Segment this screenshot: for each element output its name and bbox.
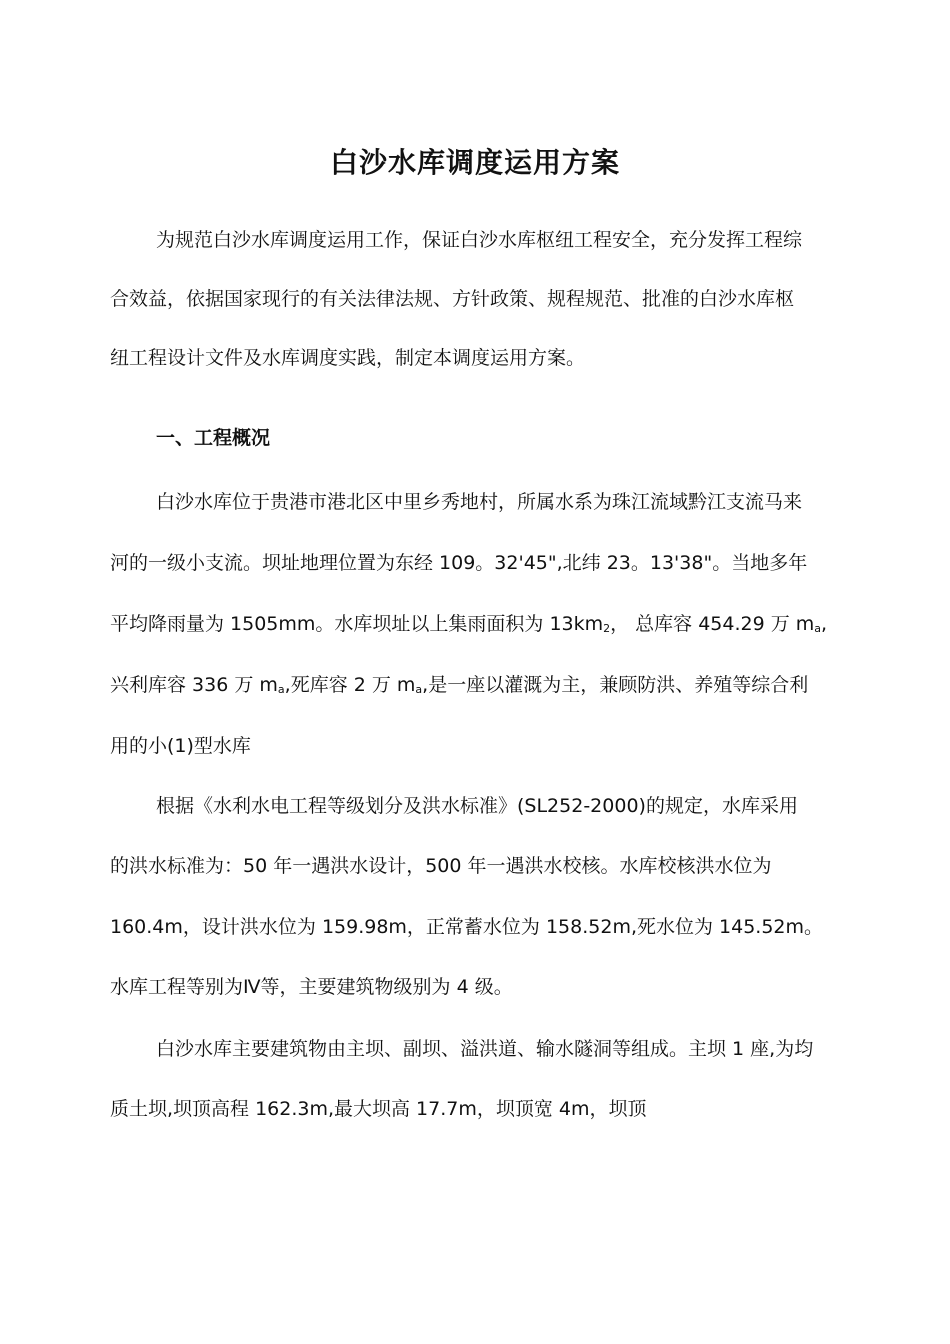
p3-line-1: 白沙水库主要建筑物由主坝、副坝、溢洪道、输水隧洞等组成。主坝 1 座,为均	[156, 1038, 814, 1060]
document-title: 白沙水库调度运用方案	[329, 146, 620, 179]
p1-line-4: 兴利库容 336 万 $m_a$,死库容 2 万 $m_a$,是一座以灌溉为主，兼顾防洪、养殖等综合利	[110, 674, 809, 696]
intro-line-2: 合效益，依据国家现行的有关法律法规、方针政策、规程规范、批准的白沙水库枢	[110, 288, 795, 310]
section-heading-overview: 一、工程概况	[156, 427, 271, 449]
p2-line-1: 根据《水利水电工程等级划分及洪水标准》(SL252-2000)的规定，水库采用	[156, 795, 798, 817]
p1-line-3: 平均降雨量为 1505mm。水库坝址以上集雨面积为 $13km_2$， 总库容 454.29 万 $m_a$,	[110, 613, 828, 635]
p1-line-1: 白沙水库位于贵港市港北区中里乡秀地村，所属水系为珠江流域黔江支流马来	[156, 491, 803, 513]
p2-line-2: 的洪水标准为：50 年一遇洪水设计，500 年一遇洪水校核。水库校核洪水位为	[110, 855, 772, 877]
p3-line-2: 质土坝,坝顶高程 162.3m,最大坝高 17.7m，坝顶宽 4m，坝顶	[110, 1098, 647, 1120]
intro-line-1: 为规范白沙水库调度运用工作，保证白沙水库枢纽工程安全，充分发挥工程综	[156, 229, 803, 251]
p2-line-4: 水库工程等别为Ⅳ等，主要建筑物级别为 4 级。	[110, 976, 513, 998]
intro-line-3: 纽工程设计文件及水库调度实践，制定本调度运用方案。	[110, 347, 586, 369]
p1-line-2: 河的一级小支流。坝址地理位置为东经 109。32'45",北纬 23。13'38"。当地多年	[110, 552, 808, 574]
p2-line-3: 160.4m，设计洪水位为 159.98m，正常蓄水位为 158.52m,死水位为 145.52m。	[110, 916, 824, 938]
p1-line-5: 用的小(1)型水库	[110, 735, 251, 757]
